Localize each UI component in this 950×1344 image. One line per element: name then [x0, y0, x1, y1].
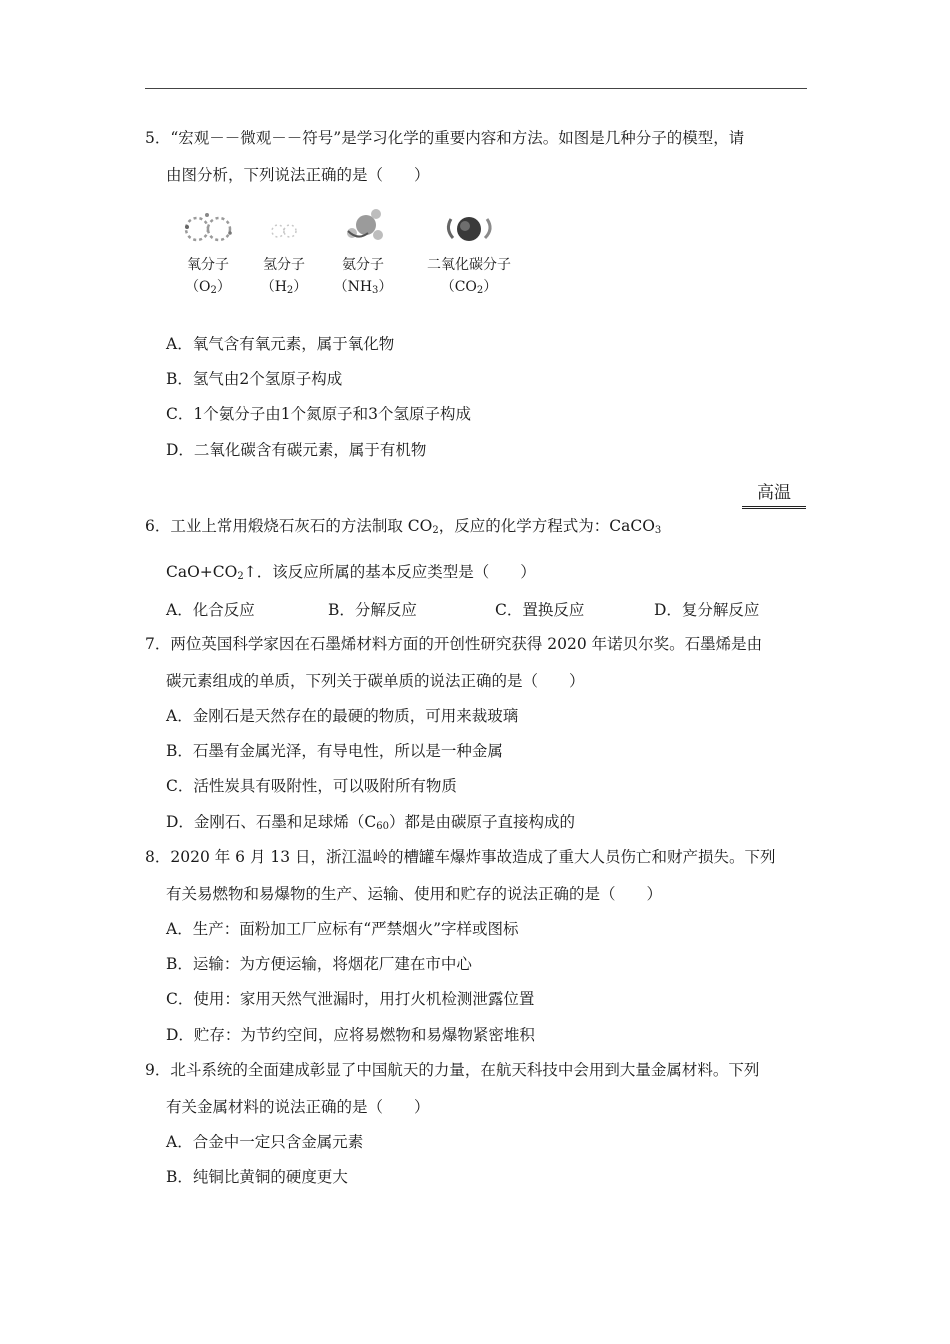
o2-model-icon [173, 205, 243, 249]
molecule-formula: $(NH_3)$ [333, 279, 393, 296]
q8-stem-line1: 8．2020 年 6 月 13 日，浙江温岭的槽罐车爆炸事故造成了重大人员伤亡和财产损失。下列 [145, 848, 776, 866]
q7-stem-line2: 碳元素组成的单质，下列关于碳单质的说法正确的是（ ） [166, 672, 585, 690]
q5-option-d[interactable]: D．二氧化碳含有碳元素，属于有机物 [166, 441, 427, 459]
q5-stem-line1: 5．“宏观－－微观－－符号”是学习化学的重要内容和方法。如图是几种分子的模型，请 [145, 129, 745, 147]
molecule-formula: $(CO_2)$ [440, 279, 498, 296]
q7-option-c[interactable]: C．活性炭具有吸附性，可以吸附所有物质 [166, 777, 457, 795]
molecule-formula: $(O_2)$ [185, 279, 231, 296]
co2-model-icon [429, 205, 509, 249]
q6-option-c[interactable]: C．置换反应 [495, 601, 585, 619]
q6-stem-line2: $CaO+CO_2↑$．该反应所属的基本反应类型是（ ） [166, 563, 536, 582]
molecule-name: 氧分子 [187, 257, 229, 273]
molecule-name: 二氧化碳分子 [427, 257, 511, 273]
q9-stem-line1: 9．北斗系统的全面建成彰显了中国航天的力量，在航天科技中会用到大量金属材料。下列 [145, 1061, 760, 1079]
q6-option-d[interactable]: D．复分解反应 [654, 601, 760, 619]
q7-option-b[interactable]: B．石墨有金属光泽，有导电性，所以是一种金属 [166, 742, 503, 760]
q7-option-a[interactable]: A．金刚石是天然存在的最硬的物质，可用来裁玻璃 [166, 707, 519, 725]
molecule-co2 [424, 205, 514, 299]
header-rule [145, 88, 807, 89]
q6-option-a[interactable]: A．化合反应 [166, 601, 255, 619]
q6-options [166, 598, 806, 618]
molecule-h2 [244, 205, 324, 299]
reaction-condition: 高温 [742, 482, 806, 509]
q5-option-b[interactable]: B．氢气由2个氢原子构成 [166, 370, 343, 388]
q5-option-c[interactable]: C．1个氨分子由1个氮原子和3个氢原子构成 [166, 405, 471, 423]
q8-option-c[interactable]: C．使用：家用天然气泄漏时，用打火机检测泄露位置 [166, 990, 535, 1008]
q8-stem-line2: 有关易燃物和易爆物的生产、运输、使用和贮存的说法正确的是（ ） [166, 885, 663, 903]
q9-option-b[interactable]: B．纯铜比黄铜的硬度更大 [166, 1168, 348, 1186]
q6-option-b[interactable]: B．分解反应 [328, 601, 417, 619]
q6-stem-line1: 6．工业上常用煅烧石灰石的方法制取 $CO_2$，反应的化学方程式为：CaCO$_3$ [145, 517, 662, 536]
q8-option-d[interactable]: D．贮存：为节约空间，应将易燃物和易爆物紧密堆积 [166, 1026, 535, 1044]
q9-stem-line2: 有关金属材料的说法正确的是（ ） [166, 1098, 430, 1116]
q8-option-a[interactable]: A．生产：面粉加工厂应标有“严禁烟火”字样或图标 [166, 920, 519, 938]
q7-stem-line1: 7．两位英国科学家因在石墨烯材料方面的开创性研究获得 2020 年诺贝尔奖。石墨烯是由 [145, 635, 763, 653]
molecule-nh3 [323, 205, 403, 299]
nh3-model-icon [328, 205, 398, 249]
molecule-formula: $(H_2)$ [260, 279, 308, 296]
molecule-name: 氢分子 [263, 257, 305, 273]
q9-option-a[interactable]: A．合金中一定只含金属元素 [166, 1133, 364, 1151]
h2-model-icon [249, 205, 319, 249]
q7-option-d[interactable]: D．金刚石、石墨和足球烯$(C_{60})$都是由碳原子直接构成的 [166, 813, 576, 832]
molecule-o2 [168, 205, 248, 299]
q8-option-b[interactable]: B．运输：为方便运输，将烟花厂建在市中心 [166, 955, 472, 973]
molecule-name: 氨分子 [342, 257, 384, 273]
q5-option-a[interactable]: A．氧气含有氧元素，属于氧化物 [166, 335, 395, 353]
q5-stem-line2: 由图分析，下列说法正确的是（ ） [166, 166, 430, 184]
